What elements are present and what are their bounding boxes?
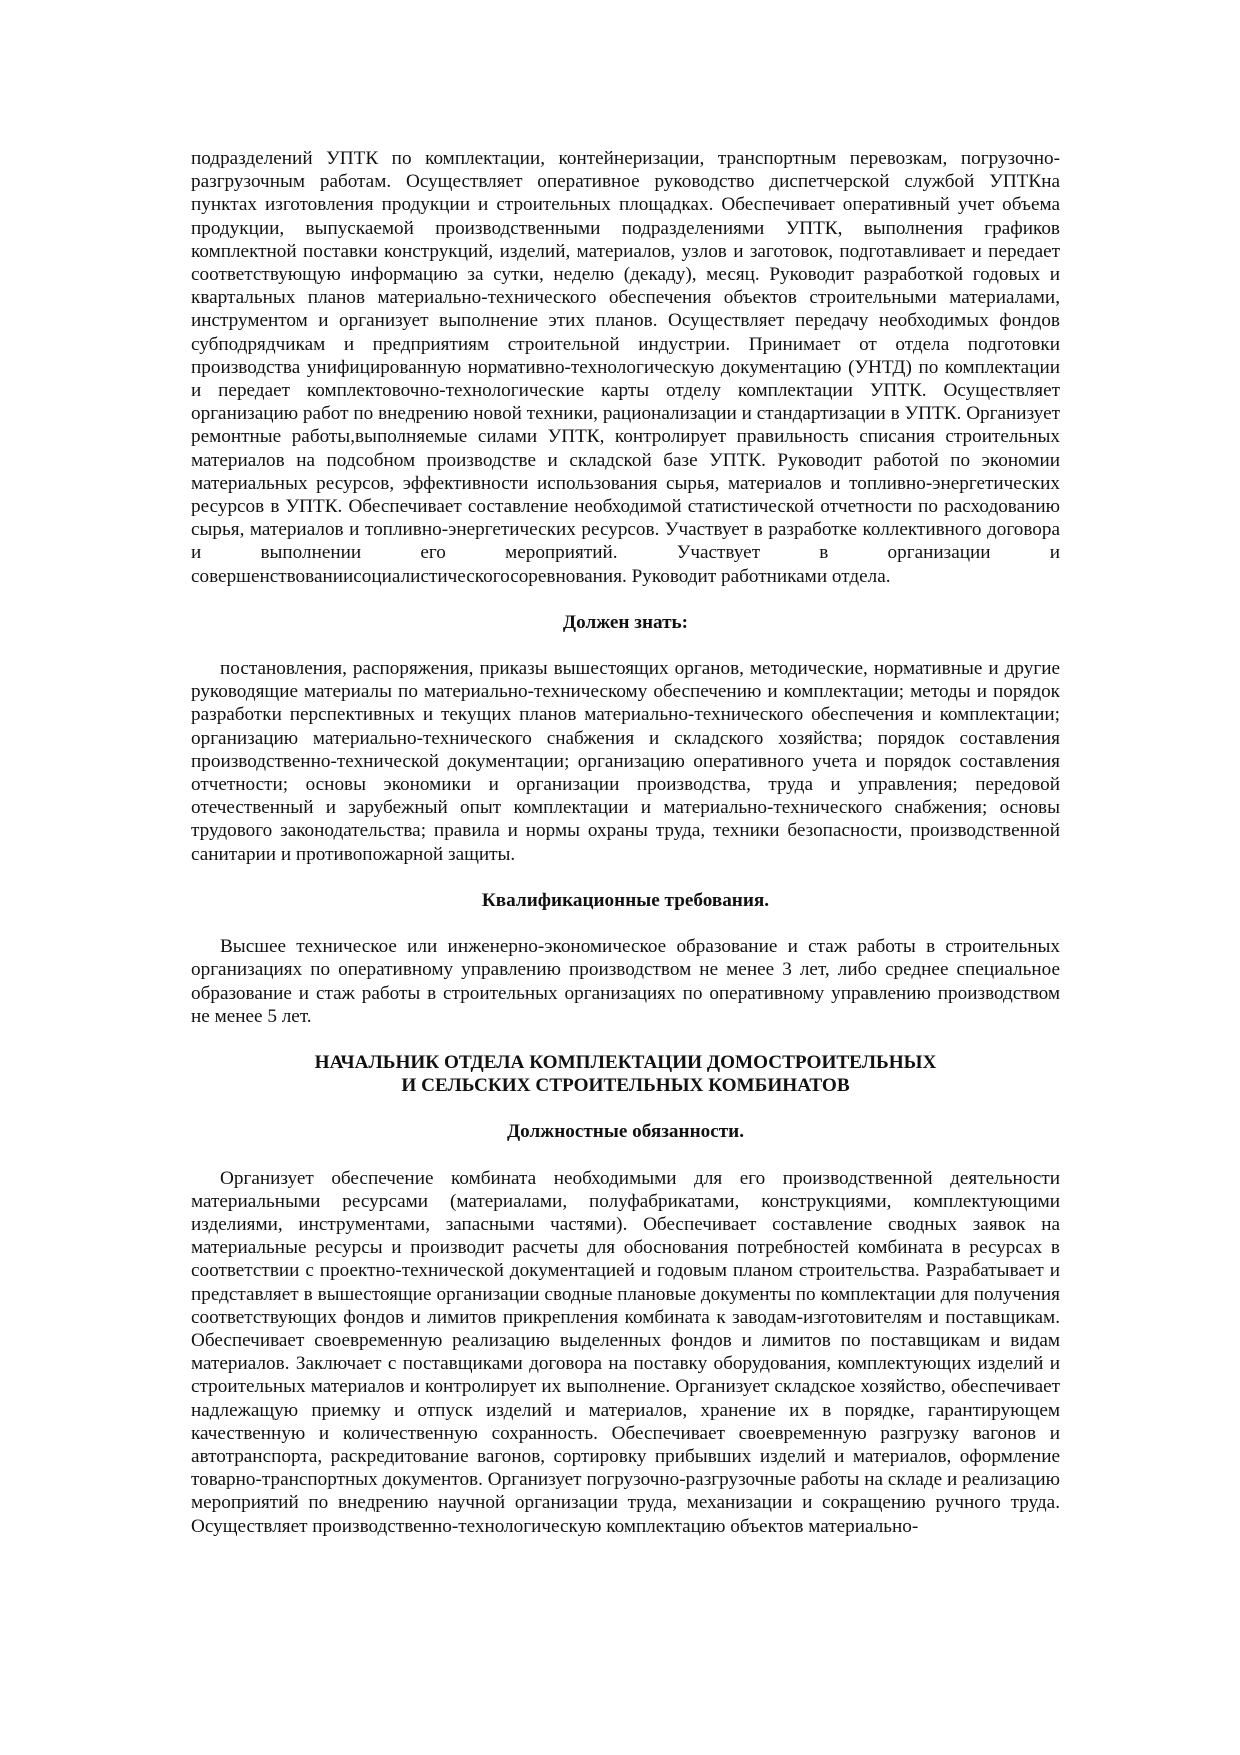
- section-title-line2: И СЕЛЬСКИХ СТРОИТЕЛЬНЫХ КОМБИНАТОВ: [401, 1075, 850, 1097]
- qualification-heading: Квалификационные требования.: [481, 889, 770, 911]
- must-know-heading: Должен знать:: [562, 611, 689, 633]
- section-title: [191, 1051, 1060, 1097]
- section-title-line1: НАЧАЛЬНИК ОТДЕЛА КОМПЛЕКТАЦИИ ДОМОСТРОИТЕЛЬНЫХ: [314, 1051, 937, 1073]
- qualification-paragraph: Высшее техническое или инженерно-экономическое образование и стаж работы в строительных организациях по оперативному управлению производством не менее 3 лет, либо среднее специальное образование и стаж работы в строительных организациях по оперативному управлению производством не менее 5 лет.: [191, 936, 1060, 1027]
- duties-heading: Должностные обязанности.: [506, 1121, 745, 1143]
- must-know-paragraph: постановления, распоряжения, приказы вышестоящих органов, методические, нормативные и другие руководящие материалы по материально-техническому обеспечению и комплектации; методы и порядок разработки перспективных и текущих планов материально-технического обеспечения и комплектации; организацию материально-технического снабжения и складского хозяйства; порядок составления производственно-технической документации; организацию оперативного учета и порядок составления отчетности; основы экономики и организации производства, труда и управления; передовой отечественный и зарубежный опыт комплектации и материально-технического снабжения; основы трудового законодательства; правила и нормы охраны труда, техники безопасности, производственной санитарии и противопожарной защиты.: [191, 658, 1060, 865]
- document-page: [191, 147, 1060, 1538]
- intro-paragraph: подразделений УПТК по комплектации, контейнеризации, транспортным перевозкам, погрузочно-разгрузочным работам. Осуществляет оперативное руководство диспетчерской службой УПТКна пунктах изготовления продукции и строительных площадках. Обеспечивает оперативный учет объема продукции, выпускаемой производственными подразделениями УПТК, выполнения графиков комплектной поставки конструкций, изделий, материалов, узлов и заготовок, подготавливает и передает соответствующую информацию за сутки, неделю (декаду), месяц. Руководит разработкой годовых и квартальных планов материально-технического обеспечения объектов строительными материалами, инструментом и организует выполнение этих планов. Осуществляет передачу необходимых фондов субподрядчикам и предприятиям строительной индустрии. Принимает от отдела подготовки производства унифицированную нормативно-технологическую документацию (УНТД) по комплектации и передает комплектовочно-технологические карты отделу комплектации УПТК. Осуществляет организацию работ по внедрению новой техники, рационализации и стандартизации в УПТК. Организует ремонтные работы,выполняемые силами УПТК, контролирует правильность списания строительных материалов на подсобном производстве и складской базе УПТК. Руководит работой по экономии материальных ресурсов, эффективности использования сырья, материалов и топливно-энергетических ресурсов в УПТК. Обеспечивает составление необходимой статистической отчетности по расходованию сырья, материалов и топливно-энергетических ресурсов. Участвует в разработке коллективного договора и выполнении его мероприятий. Участвует в организации и совершенствованиисоциалистическогосоревнования. Руководит работниками отдела.: [191, 148, 1060, 587]
- duties-paragraph: Организует обеспечение комбината необходимыми для его производственной деятельности материальными ресурсами (материалами, полуфабрикатами, конструкциями, комплектующими изделиями, инструментами, запасными частями). Обеспечивает составление сводных заявок на материальные ресурсы и производит расчеты для обоснования потребностей комбината в ресурсах в соответствии с проектно-технической документацией и годовым планом строительства. Разрабатывает и представляет в вышестоящие организации сводные плановые документы по комплектации для получения соответствующих фондов и лимитов прикрепления комбината к заводам-изготовителям и поставщикам. Обеспечивает своевременную реализацию выделенных фондов и лимитов по поставщикам и видам материалов. Заключает с поставщиками договора на поставку оборудования, комплектующих изделий и строительных материалов и контролирует их выполнение. Организует складское хозяйство, обеспечивает надлежащую приемку и отпуск изделий и материалов, хранение их в порядке, гарантирующем качественную и количественную сохранность. Обеспечивает своевременную разгрузку вагонов и автотранспорта, раскредитование вагонов, сортировку прибывших изделий и материалов, оформление товарно-транспортных документов. Организует погрузочно-разгрузочные работы на складе и реализацию мероприятий по внедрению научной организации труда, механизации и сокращению ручного труда. Осуществляет производственно-технологическую комплектацию объектов материально-: [191, 1167, 1060, 1537]
